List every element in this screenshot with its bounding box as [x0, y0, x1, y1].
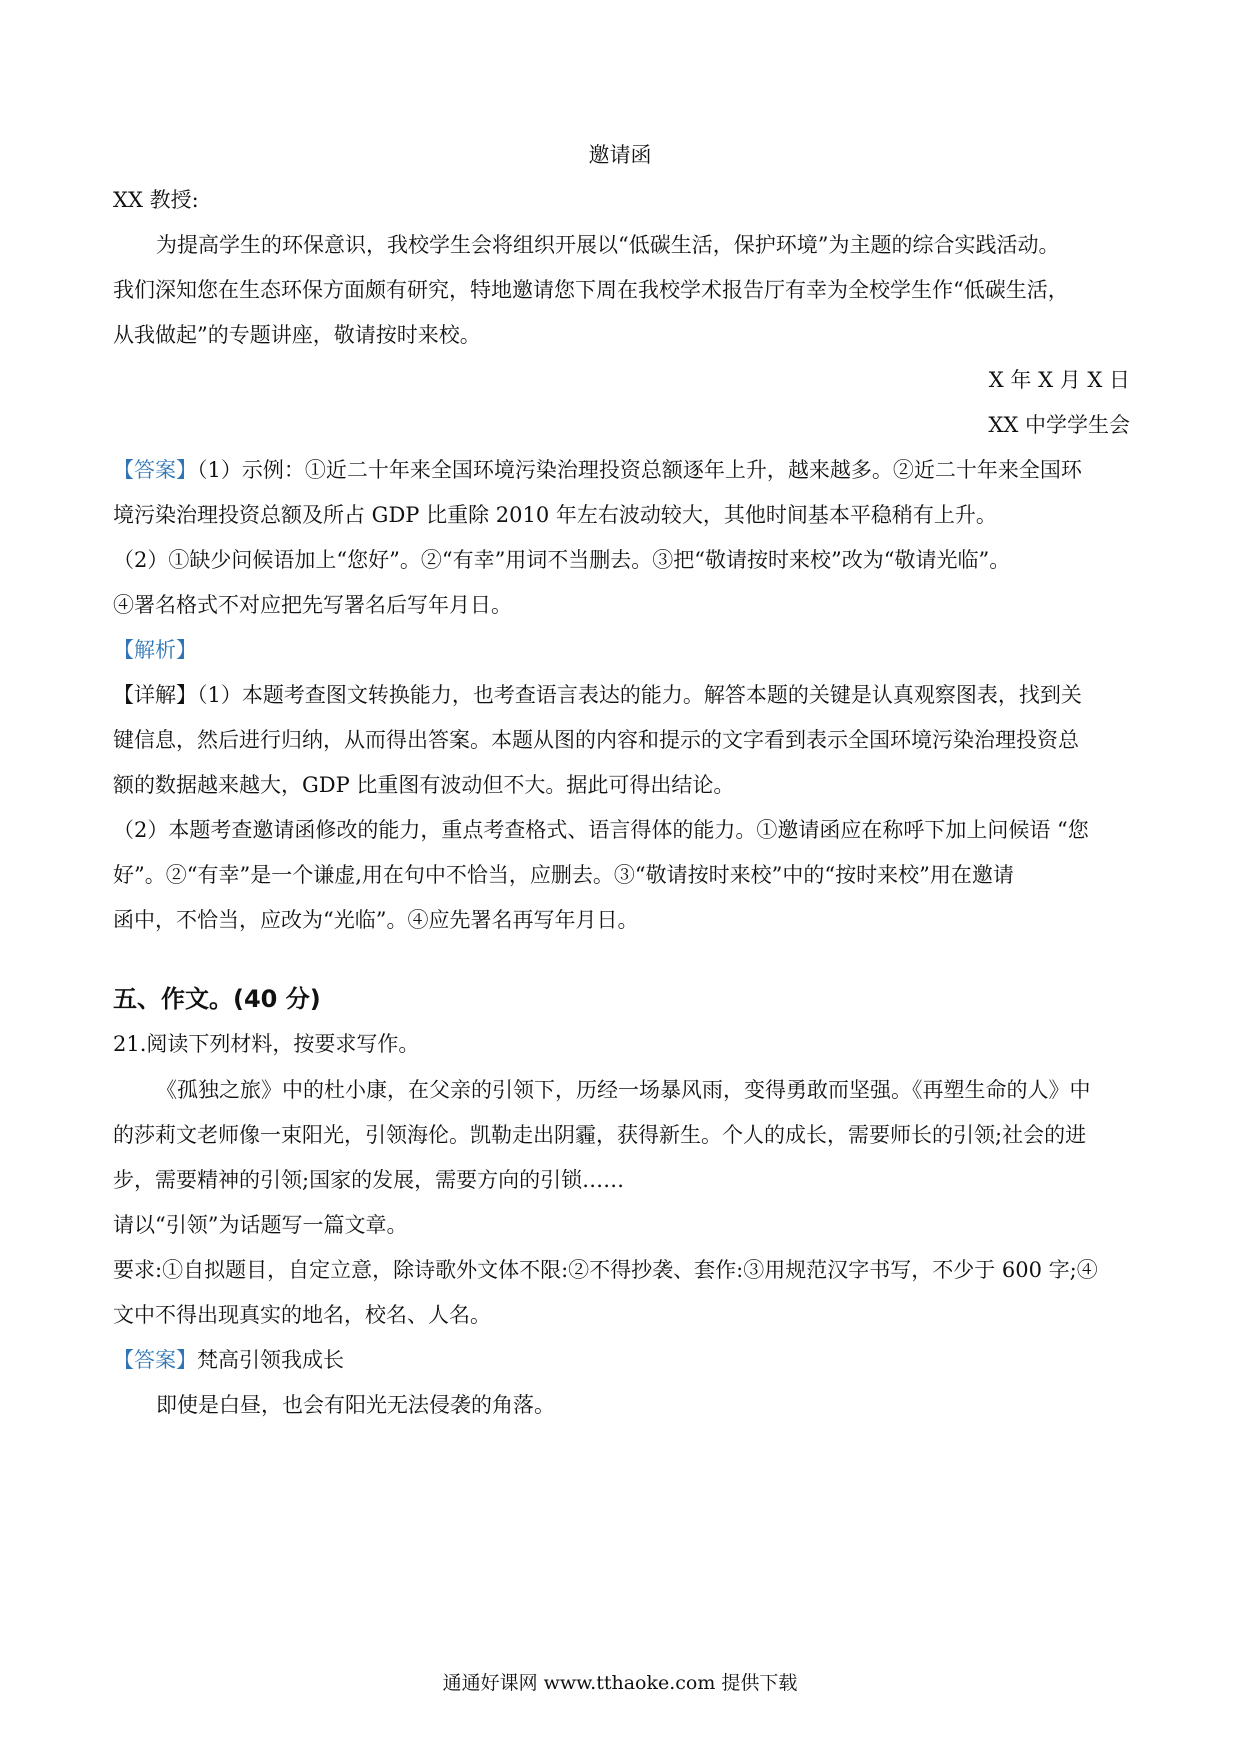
section-heading: 五、作文。(40 分) — [113, 985, 321, 1013]
analysis-line: （2）本题考查邀请函修改的能力，重点考查格式、语言得体的能力。①邀请函应在称呼下加上问候语 “您 — [113, 818, 1089, 842]
requirement-line: 要求:①自拟题目，自定立意，除诗歌外文体不限:②不得抄袭、套作:③用规范汉字书写，不少于 600 字;④ — [113, 1258, 1098, 1282]
essay-first-line: 即使是白昼，也会有阳光无法侵袭的角落。 — [156, 1393, 555, 1417]
essay-answer-line — [113, 1346, 344, 1374]
requirement-line: 文中不得出现真实的地名，校名、人名。 — [113, 1303, 491, 1327]
material-line: 《孤独之旅》中的杜小康，在父亲的引领下，历经一场暴风雨，变得勇敢而坚强。《再塑生命的人》中 — [156, 1078, 1091, 1102]
analysis-tag: 【解析】 — [113, 638, 197, 662]
answer-line — [113, 456, 1082, 484]
material-line: 步，需要精神的引领;国家的发展，需要方向的引锁…… — [113, 1168, 625, 1192]
answer-line: ④署名格式不对应把先写署名后写年月日。 — [113, 593, 512, 617]
letter-paragraph-line: 为提高学生的环保意识，我校学生会将组织开展以“低碳生活，保护环境”为主题的综合实践活动。 — [156, 233, 1060, 257]
letter-signature: XX 中学学生会 — [988, 413, 1130, 437]
detail-tag: 【详解】 — [113, 683, 197, 707]
answer-line: 境污染治理投资总额及所占 GDP 比重除 2010 年左右波动较大，其他时间基本平稳稍有上升。 — [113, 503, 997, 527]
letter-title: 邀请函 — [588, 143, 652, 167]
question-prompt: 21.阅读下列材料，按要求写作。 — [113, 1032, 420, 1056]
letter-paragraph-line: 我们深知您在生态环保方面颇有研究，特地邀请您下周在我校学术报告厅有幸为全校学生作“低碳生活， — [113, 278, 1069, 302]
answer-text: （1）示例：①近二十年来全国环境污染治理投资总额逐年上升，越来越多。②近二十年来全国环 — [197, 458, 1082, 482]
analysis-line: 额的数据越来越大，GDP 比重图有波动但不大。据此可得出结论。 — [113, 773, 735, 797]
analysis-line: 函中，不恰当，应改为“光临”。④应先署名再写年月日。 — [113, 908, 639, 932]
analysis-line: 键信息，然后进行归纳，从而得出答案。本题从图的内容和提示的文字看到表示全国环境污染治理投资总 — [113, 728, 1079, 752]
page-footer: 通通好课网 www.tthaoke.com 提供下载 — [442, 1672, 798, 1694]
material-line: 的莎莉文老师像一束阳光，引领海伦。凯勒走出阴霾，获得新生。个人的成长，需要师长的引领;社会的进 — [113, 1123, 1087, 1147]
essay-title: 梵高引领我成长 — [197, 1348, 344, 1372]
letter-date: X 年 X 月 X 日 — [988, 368, 1130, 392]
analysis-text: （1）本题考查图文转换能力，也考查语言表达的能力。解答本题的关键是认真观察图表，找到关 — [197, 683, 1082, 707]
answer-line: （2）①缺少问候语加上“您好”。②“有幸”用词不当删去。③把“敬请按时来校”改为“敬请光临”。 — [113, 548, 1011, 572]
essay-topic: 请以“引领”为话题写一篇文章。 — [113, 1213, 408, 1237]
letter-paragraph-line: 从我做起”的专题讲座，敬请按时来校。 — [113, 323, 481, 347]
letter-salutation: XX 教授: — [113, 188, 199, 212]
answer-tag: 【答案】 — [113, 1348, 197, 1372]
answer-tag: 【答案】 — [113, 458, 197, 482]
analysis-line — [113, 681, 1082, 709]
analysis-line: 好”。②“有幸”是一个谦虚,用在句中不恰当，应删去。③“敬请按时来校”中的“按时来校”用在邀请 — [113, 863, 1014, 887]
